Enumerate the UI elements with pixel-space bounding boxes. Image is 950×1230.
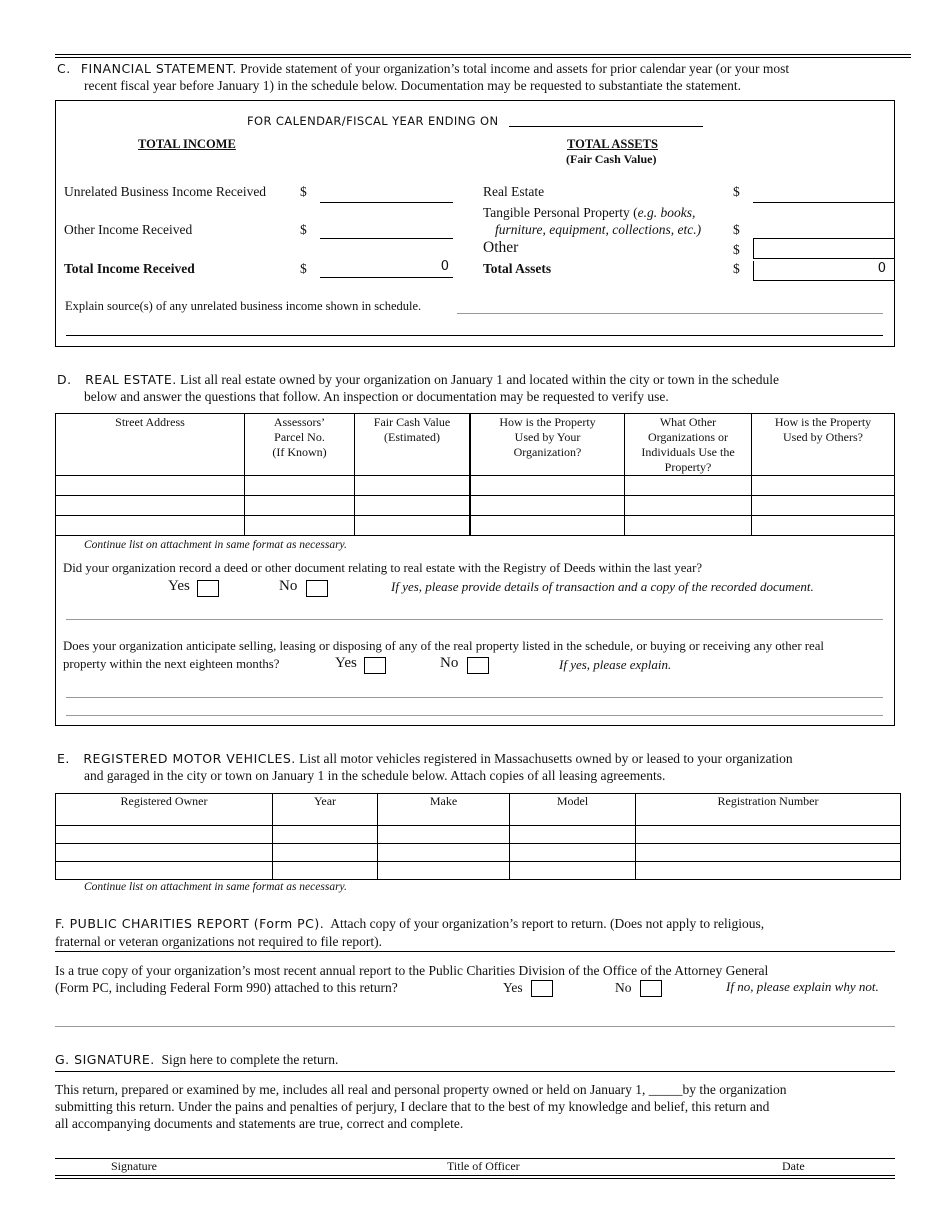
motor-vehicles-header-row bbox=[56, 794, 901, 826]
table-cell[interactable] bbox=[56, 476, 245, 496]
table-cell[interactable] bbox=[636, 862, 901, 880]
table-cell[interactable] bbox=[56, 862, 273, 880]
asset-currency-total: $ bbox=[733, 261, 740, 276]
table-cell[interactable] bbox=[56, 516, 245, 536]
table-cell[interactable] bbox=[470, 516, 625, 536]
table-cell[interactable] bbox=[273, 862, 378, 880]
table-cell[interactable] bbox=[510, 826, 636, 844]
dispose-note: If yes, please explain. bbox=[559, 657, 672, 672]
asset-label-tangible-eg: e.g. books, bbox=[637, 205, 696, 220]
col-parcel-no bbox=[245, 414, 355, 476]
asset-label-tangible-main: Tangible Personal Property ( bbox=[483, 205, 638, 220]
income-label-unrelated: Unrelated Business Income Received bbox=[64, 184, 267, 199]
section-c-title: FINANCIAL STATEMENT. bbox=[80, 61, 237, 76]
table-cell[interactable] bbox=[273, 844, 378, 862]
motor-vehicles-table bbox=[55, 793, 901, 880]
total-assets-heading: TOTAL ASSETS bbox=[567, 137, 658, 151]
real-estate-continue-note: Continue list on attachment in same format as necessary. bbox=[84, 539, 347, 551]
col-parcel-no-label: Assessors’ Parcel No. (If Known) bbox=[272, 415, 327, 459]
table-cell[interactable] bbox=[752, 476, 895, 496]
table-cell[interactable] bbox=[378, 826, 510, 844]
year-ending-field[interactable] bbox=[509, 112, 703, 127]
asset-currency-real-estate: $ bbox=[733, 184, 740, 199]
asset-label-tangible bbox=[483, 204, 695, 221]
col-other-users bbox=[625, 414, 752, 476]
section-g-rule bbox=[55, 1071, 895, 1072]
explain-source-line1[interactable] bbox=[457, 313, 883, 314]
dispose-explain-line1[interactable] bbox=[66, 697, 883, 698]
table-cell[interactable] bbox=[636, 844, 901, 862]
section-g-intro bbox=[55, 1051, 338, 1068]
bottom-rule bbox=[55, 1175, 895, 1176]
signature-statement-line2: submitting this return. Under the pains and penalties of perjury, I declare that to the best of my knowledge and belief, this return and bbox=[55, 1099, 770, 1114]
table-cell[interactable] bbox=[510, 862, 636, 880]
dispose-explain-line2[interactable] bbox=[66, 715, 883, 716]
section-g-title: G. SIGNATURE. bbox=[55, 1052, 155, 1067]
form-pc-question: Is a true copy of your organization’s most recent annual report to the Public Charities Division of the Office of the Attorney General bbox=[55, 963, 769, 978]
income-field-unrelated[interactable] bbox=[320, 184, 453, 203]
section-e-letter: E. bbox=[57, 751, 70, 766]
col-registration-number-label: Registration Number bbox=[717, 794, 819, 808]
table-cell[interactable] bbox=[470, 496, 625, 516]
section-c-intro-line2: recent fiscal year before January 1) in the schedule below. Documentation may be requested to substantiate the statement. bbox=[84, 78, 742, 93]
section-f-intro-text: Attach copy of your organization’s report to return. (Does not apply to religious, bbox=[330, 916, 765, 931]
table-cell[interactable] bbox=[752, 496, 895, 516]
explain-source-label: Explain source(s) of any unrelated business income shown in schedule. bbox=[65, 299, 422, 313]
table-cell[interactable] bbox=[245, 476, 355, 496]
form-pc-question-line2: (Form PC, including Federal Form 990) attached to this return? bbox=[55, 980, 398, 995]
table-row bbox=[56, 862, 901, 880]
dispose-question-line2: property within the next eighteen months? bbox=[63, 657, 280, 671]
table-cell[interactable] bbox=[470, 476, 625, 496]
table-cell[interactable] bbox=[378, 844, 510, 862]
table-row bbox=[56, 476, 895, 496]
deed-note: If yes, please provide details of transaction and a copy of the recorded document. bbox=[391, 579, 814, 594]
table-cell[interactable] bbox=[273, 826, 378, 844]
table-cell[interactable] bbox=[355, 496, 471, 516]
form-pc-no-checkbox[interactable] bbox=[640, 980, 662, 997]
income-label-total: Total Income Received bbox=[64, 261, 195, 276]
col-use-by-others bbox=[752, 414, 895, 476]
deed-yes-label: Yes bbox=[168, 578, 190, 594]
col-year-label: Year bbox=[313, 794, 337, 808]
section-f-intro bbox=[55, 915, 915, 932]
section-f-title: F. PUBLIC CHARITIES REPORT (Form PC). bbox=[55, 916, 325, 931]
table-row bbox=[56, 826, 901, 844]
asset-currency-tangible: $ bbox=[733, 222, 740, 237]
asset-field-other[interactable] bbox=[753, 238, 894, 259]
real-estate-header-row bbox=[56, 414, 895, 476]
asset-label-other: Other bbox=[483, 239, 519, 256]
table-row bbox=[56, 496, 895, 516]
total-assets-subheading: (Fair Cash Value) bbox=[566, 152, 657, 166]
table-cell[interactable] bbox=[625, 516, 752, 536]
date-label: Date bbox=[782, 1159, 805, 1173]
section-f-intro-line2: fraternal or veteran organizations not required to file report). bbox=[55, 934, 382, 949]
dispose-yes-checkbox[interactable] bbox=[364, 657, 386, 674]
deed-no-checkbox[interactable] bbox=[306, 580, 328, 597]
col-model bbox=[510, 794, 636, 826]
col-street-address-label: Street Address bbox=[115, 415, 185, 429]
bottom-rule-2 bbox=[55, 1178, 895, 1179]
section-e-title: REGISTERED MOTOR VEHICLES. bbox=[83, 751, 296, 766]
asset-label-tangible-line2: furniture, equipment, collections, etc.) bbox=[495, 222, 702, 237]
form-pc-explain-line[interactable] bbox=[55, 1026, 895, 1027]
form-pc-yes-label: Yes bbox=[503, 980, 523, 995]
section-c-letter: C. bbox=[57, 61, 71, 76]
table-cell[interactable] bbox=[355, 476, 471, 496]
asset-field-real-estate[interactable] bbox=[753, 184, 894, 203]
col-model-label: Model bbox=[556, 794, 589, 808]
table-row bbox=[56, 844, 901, 862]
section-f-rule bbox=[55, 951, 895, 952]
section-e-intro-line2: and garaged in the city or town on January 1 in the schedule below. Attach copies of all leasing agreements. bbox=[84, 768, 666, 783]
asset-label-real-estate: Real Estate bbox=[483, 184, 545, 199]
dispose-yes-label: Yes bbox=[335, 655, 357, 671]
income-currency-total: $ bbox=[300, 261, 307, 276]
asset-label-total: Total Assets bbox=[483, 261, 552, 276]
section-d-intro-line2: below and answer the questions that follow. An inspection or documentation may be requested to verify use. bbox=[84, 389, 669, 404]
section-g-intro-text: Sign here to complete the return. bbox=[161, 1052, 339, 1067]
signature-statement-line3: all accompanying documents and statements are true, correct and complete. bbox=[55, 1116, 464, 1131]
section-e-intro-text: List all motor vehicles registered in Massachusetts owned by or leased to your organization bbox=[299, 751, 793, 766]
form-pc-yes-checkbox[interactable] bbox=[531, 980, 553, 997]
asset-currency-other: $ bbox=[733, 242, 740, 257]
section-d-title: REAL ESTATE. bbox=[85, 372, 177, 387]
section-e-intro bbox=[57, 750, 917, 767]
table-cell[interactable] bbox=[355, 516, 471, 536]
col-fair-cash-value bbox=[355, 414, 471, 476]
col-use-by-others-label: How is the Property Used by Others? bbox=[774, 415, 872, 444]
income-currency-unrelated: $ bbox=[300, 184, 307, 199]
table-cell[interactable] bbox=[510, 844, 636, 862]
section-c-intro-text: Provide statement of your organization’s total income and assets for prior calendar year (or your most bbox=[240, 61, 790, 76]
section-d-intro bbox=[57, 371, 917, 388]
table-cell[interactable] bbox=[752, 516, 895, 536]
table-cell[interactable] bbox=[378, 862, 510, 880]
form-pc-note: If no, please explain why not. bbox=[726, 979, 879, 994]
year-ending-label: FOR CALENDAR/FISCAL YEAR ENDING ON bbox=[247, 114, 499, 128]
top-rule-2 bbox=[55, 57, 911, 58]
income-field-total[interactable]: 0 bbox=[320, 259, 453, 278]
table-cell[interactable] bbox=[636, 826, 901, 844]
signature-statement-line1: This return, prepared or examined by me, includes all real and personal property owned or held on January 1, _____by the organization bbox=[55, 1082, 787, 1097]
real-estate-table bbox=[55, 413, 895, 536]
deed-yes-checkbox[interactable] bbox=[197, 580, 219, 597]
asset-field-total[interactable]: 0 bbox=[753, 261, 894, 281]
income-currency-other: $ bbox=[300, 222, 307, 237]
table-cell[interactable] bbox=[56, 496, 245, 516]
table-cell[interactable] bbox=[625, 496, 752, 516]
income-label-other: Other Income Received bbox=[64, 222, 193, 237]
asset-field-tangible[interactable] bbox=[753, 220, 894, 239]
col-make bbox=[378, 794, 510, 826]
dispose-question: Does your organization anticipate selling, leasing or disposing of any of the real property listed in the schedule, or buying or receiving any other real bbox=[63, 639, 824, 653]
deed-question: Did your organization record a deed or other document relating to real estate with the Registry of Deeds within the last year? bbox=[63, 561, 703, 575]
deed-details-line[interactable] bbox=[66, 619, 883, 620]
explain-source-line2[interactable] bbox=[66, 335, 883, 336]
col-registration-number bbox=[636, 794, 901, 826]
col-fair-cash-value-label: Fair Cash Value (Estimated) bbox=[373, 415, 451, 444]
col-other-users-label: What Other Organizations or Individuals Use the Property? bbox=[641, 415, 735, 474]
col-use-by-org-label: How is the Property Used by Your Organization? bbox=[499, 415, 596, 459]
section-d-intro-text: List all real estate owned by your organization on January 1 and located within the city or town in the schedule bbox=[180, 372, 779, 387]
vehicles-continue-note: Continue list on attachment in same format as necessary. bbox=[84, 881, 347, 893]
table-cell[interactable] bbox=[56, 826, 273, 844]
total-income-heading: TOTAL INCOME bbox=[138, 137, 236, 151]
section-d-letter: D. bbox=[57, 372, 72, 387]
deed-no-label: No bbox=[279, 578, 298, 594]
col-year bbox=[273, 794, 378, 826]
section-c-intro bbox=[57, 60, 917, 77]
dispose-no-label: No bbox=[440, 655, 459, 671]
col-street-address bbox=[56, 414, 245, 476]
income-field-other[interactable] bbox=[320, 220, 453, 239]
col-use-by-org bbox=[470, 414, 625, 476]
top-rule bbox=[55, 54, 911, 55]
col-registered-owner-label: Registered Owner bbox=[120, 794, 208, 808]
signature-label: Signature bbox=[111, 1159, 157, 1173]
table-cell[interactable] bbox=[625, 476, 752, 496]
table-cell[interactable] bbox=[245, 496, 355, 516]
table-row bbox=[56, 516, 895, 536]
title-of-officer-label: Title of Officer bbox=[447, 1159, 520, 1173]
col-registered-owner bbox=[56, 794, 273, 826]
form-pc-no-label: No bbox=[615, 980, 632, 995]
col-make-label: Make bbox=[429, 794, 458, 808]
table-cell[interactable] bbox=[56, 844, 273, 862]
dispose-no-checkbox[interactable] bbox=[467, 657, 489, 674]
table-cell[interactable] bbox=[245, 516, 355, 536]
